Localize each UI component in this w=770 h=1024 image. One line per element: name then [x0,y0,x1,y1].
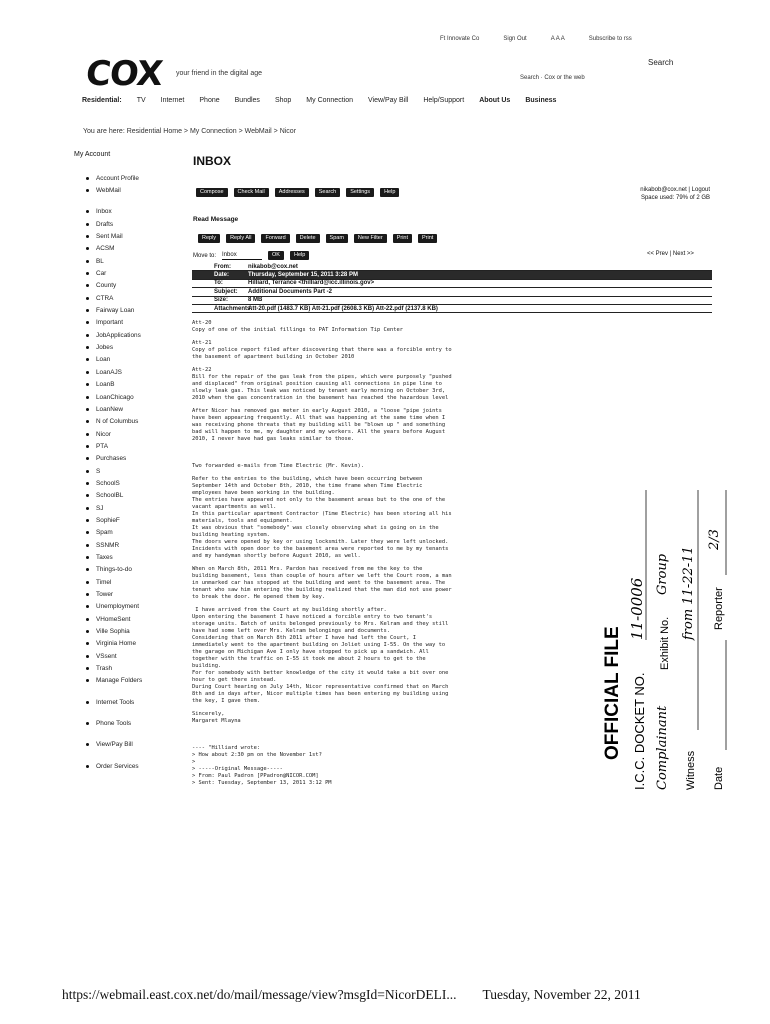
action-button[interactable]: New Filter [354,234,387,243]
sidebar-item-label: SJ [96,504,104,512]
folder-item[interactable] [86,601,186,613]
body-paragraph: Att-20 Copy of one of the initial fillings to PAT Information Tip Center [192,320,403,333]
sidebar-item-label: Unemployment [96,603,139,611]
sidebar-item-label: SophieF [96,516,120,524]
bullet-icon [86,272,89,275]
nav-link[interactable]: Phone [199,97,220,104]
stamp-exhibit: Exhibit No. [659,616,671,670]
sidebar-item-label: Internet Tools [96,698,135,706]
folder-item[interactable] [86,403,186,415]
body-paragraph: When on March 8th, 2011 Mrs. Pardon has received from me the key to the building basement, less than couple of hours after we left the Court room, a man in unmarked car has stopped at the building and went to the basement area. The tenant who saw him entering the building realized that the man did not use power to break the door. He opened them by key. [192,566,452,600]
bullet-icon [86,531,89,534]
folder-item[interactable] [86,440,186,452]
sidebar-item-label: Order Services [96,762,139,770]
nav-link[interactable]: Help/Support [423,97,465,104]
search-label: Search [648,58,674,67]
bullet-icon [86,507,89,510]
bullet-icon [86,408,89,411]
toolbar-button[interactable]: Compose [196,188,228,197]
sidebar-item-label: LoanAJS [96,368,122,376]
header-row [192,288,712,296]
bullet-icon [86,765,89,768]
bullet-icon [86,482,89,485]
move-to-row [193,251,309,260]
sidebar-item-label: Account Profile [96,174,139,182]
bullet-icon [86,383,89,386]
message-headers [192,263,712,313]
header-row [192,271,712,279]
account-info [620,186,710,202]
folder-item[interactable] [86,477,186,489]
space-used: Space used: 79% of 2 GB [640,195,710,201]
sidebar-item-label: Ville Sophia [96,628,130,636]
folder-item[interactable] [86,255,186,267]
folder-item[interactable] [86,354,186,366]
move-to-select[interactable]: Inbox [222,252,262,260]
folder-item[interactable] [86,564,186,576]
bullet-icon [86,247,89,250]
tagline: your friend in the digital age [176,70,262,77]
sidebar-item-label: PTA [96,442,108,450]
sidebar-item-label: Car [96,270,107,278]
main-nav [82,97,556,104]
folder-item[interactable] [86,317,186,329]
bullet-icon [86,722,89,725]
breadcrumb: You are here: Residential Home > My Connection > WebMail > Nicor [83,128,297,135]
body-paragraph: I have arrived from the Court at my building shortly after. Upon entering the basement I have noticed a forcible entry to two tenant's storage units. Batch of units belonged previously to Mrs. Kelram and they still have had some left over Mrs. Kelram belongings and documents. Considering that on March 8th 2011 after I have had left the Court, I immediately went to the apartment building on Joliet using I-55. On the way to the garage on Michigan Ave I only have stopped to pick up a sandwich. All together with the traffic on I-55 it took me about 2 hours to get to the building. For for somebody with better knowledge of the city it would take a bit over one hour to get there instead. During Court hearing on July 14th, Nicor representative confirmed that on March 8th and in days after, Nicor multiple times has been entering my building using the key, I gave them. [192,607,449,704]
bullet-icon [86,630,89,633]
sidebar-item-tools[interactable] [86,739,186,751]
read-message-label: Read Message [193,216,239,223]
sidebar-item-label: JobApplications [96,331,141,339]
message-body [192,320,560,793]
body-paragraph: After Nicor has removed gas meter in early August 2010, a "loose "pipe joints have been appearing frequently. All that was happening at the same time when I was receiving phone threats that my building will be "blown up " and something bad will happen to me, my daughter and my workers. All the years before August 2010, I never have had gas leaks similar to those. [192,408,446,442]
sidebar-item-label: WebMail [96,187,121,195]
header-key: Subject: [214,288,238,295]
bullet-icon [86,494,89,497]
sidebar-item-label: S [96,467,101,475]
sidebar-item-label: Things-to-do [96,566,132,574]
folder-item[interactable] [86,650,186,662]
top-link[interactable]: A A A [550,36,565,42]
stamp-date-hw: from 11-22-11 [681,546,696,640]
sidebar-item-label: VHomeSent [96,615,131,623]
bullet-icon [86,371,89,374]
sidebar-item-label: Phone Tools [96,720,132,728]
stamp-docket: I.C.C. DOCKET NO. [632,672,647,790]
bullet-icon [86,743,89,746]
bullet-icon [86,260,89,263]
header-key: Size: [214,297,229,304]
action-button[interactable]: Reply [198,234,220,243]
sidebar-item-tools[interactable] [86,760,186,772]
bullet-icon [86,297,89,300]
folder-item[interactable] [86,416,186,428]
top-links [440,36,632,42]
bullet-icon [86,321,89,324]
bullet-icon [86,457,89,460]
folder-item[interactable] [86,527,186,539]
stamp-group-hw: Group [655,553,670,595]
stamp-reporter: Reporter [713,587,725,630]
header-key: To: [214,280,223,287]
folder-item[interactable] [86,243,186,255]
sidebar-item-tools[interactable] [86,717,186,729]
bullet-icon [86,568,89,571]
folder-item[interactable] [86,230,186,242]
header-key: Attachments: [214,305,253,312]
folder-item[interactable] [86,638,186,650]
nav-link[interactable]: Business [525,97,557,104]
bullet-icon [86,189,89,192]
toolbar-button[interactable]: Settings [346,188,374,197]
sidebar-item-label: Purchases [96,455,127,463]
action-button[interactable]: Print [393,234,412,243]
move-to-label: Move to: [193,252,217,259]
folder-item[interactable] [86,391,186,403]
top-link[interactable]: Subscribe to rss [588,36,632,42]
sidebar-item-label: SSNMR [96,541,120,549]
folder-item[interactable] [86,366,186,378]
header-row [192,263,712,271]
bullet-icon [86,470,89,473]
header-key: From: [214,263,231,270]
stamp-reporter-hw: 2/3 [707,529,722,550]
bullet-icon [86,346,89,349]
sidebar-item-label: Drafts [96,220,114,228]
bullet-icon [86,544,89,547]
bullet-icon [86,223,89,226]
bullet-icon [86,593,89,596]
header-value: Thursday, September 15, 2011 3:28 PM [248,272,358,279]
folder-item[interactable] [86,490,186,502]
nav-link[interactable]: About Us [479,97,511,104]
bullet-icon [86,605,89,608]
body-paragraph: Sincerely, Margaret Mlayna [192,711,241,724]
sidebar-item-label: VSsent [96,652,117,660]
folder-item[interactable] [86,341,186,353]
message-actions [198,234,437,243]
page-title: INBOX [193,154,232,168]
folder-item[interactable] [86,502,186,514]
nav-link[interactable]: TV [136,97,146,104]
sidebar-item-label: Fairway Loan [96,307,135,315]
folder-item[interactable] [86,280,186,292]
folder-item[interactable] [86,514,186,526]
sidebar-item-label: Timel [96,578,112,586]
sidebar-item-label: Nicor [96,430,111,438]
sidebar-item-label: Sent Mail [96,233,123,241]
folder-item[interactable] [86,551,186,563]
action-button[interactable]: Reply All [226,234,255,243]
folder-item[interactable] [86,379,186,391]
sidebar-item-label: Jobes [96,344,114,352]
sidebar-item-label: ACSM [96,245,115,253]
folder-item[interactable] [86,675,186,687]
print-footer [62,987,641,1003]
action-button[interactable]: Forward [261,234,289,243]
sidebar-item-label: Important [96,319,123,327]
top-link[interactable]: Sign Out [503,36,527,42]
sidebar-item-label: Taxes [96,553,113,561]
sidebar [86,172,186,772]
folder-item[interactable] [86,625,186,637]
header-row [192,305,712,313]
nav-link[interactable]: My Connection [306,97,353,104]
sidebar-item-label: County [96,282,117,290]
sidebar-item-label: CTRA [96,294,114,302]
bullet-icon [86,655,89,658]
sidebar-item-label: View/Pay Bill [96,741,133,749]
bullet-icon [86,667,89,670]
folder-item[interactable] [86,304,186,316]
body-paragraph: ---- "Hilliard wrote: > How about 2:30 pm on the November 1st? > > -----Original Message----- > From: Paul Padron [PPadron@NICOR.COM] > Sent: Tuesday, September 13, 2011 3:12 PM [192,745,332,786]
bullet-icon [86,445,89,448]
sidebar-item-label: LoanB [96,381,115,389]
sidebar-item-label: Loan [96,356,111,364]
sidebar-item-label: Inbox [96,208,112,216]
cox-logo[interactable]: COX [83,54,164,94]
nav-link[interactable]: View/Pay Bill [368,97,409,104]
folder-item[interactable] [86,613,186,625]
folder-item[interactable] [86,588,186,600]
sidebar-item-tools[interactable] [86,696,186,708]
action-button[interactable]: Delete [296,234,320,243]
folder-item[interactable] [86,576,186,588]
folder-item[interactable] [86,329,186,341]
folder-item[interactable] [86,662,186,674]
mail-toolbar [196,188,399,197]
sidebar-item-label: BL [96,257,104,265]
nav-link[interactable]: Bundles [234,97,260,104]
stamp-date: Date [713,766,725,790]
header-value[interactable]: Hilliard, Terrance <thilliard@icc.illinois.gov> [248,280,375,287]
header-row [192,280,712,288]
action-button[interactable]: Spam [326,234,348,243]
sidebar-item-label: N of Columbus [96,418,139,426]
bullet-icon [86,701,89,704]
sidebar-item-label: SchoolBL [96,492,124,500]
header-value: 8 MB [248,297,263,304]
bullet-icon [86,396,89,399]
body-paragraph: Att-22 Bill for the repair of the gas leak from the pipes, which were purposely "pushed and displaced" from original position causing all connections in pipe line to slowly leak gas. This leak was noticed by tenant early morning on October 3rd, 2010 when the gas concentration in the basement has reached the hazardous level [192,367,452,401]
bullet-icon [86,210,89,213]
sidebar-item-label: Spam [96,529,113,537]
bullet-icon [86,358,89,361]
toolbar-button[interactable]: Search [315,188,340,197]
header-value[interactable]: nikabob@cox.net [248,263,298,270]
body-paragraph: Att-21 Copy of police report filed after discovering that there was a forcible entry to the basement of apartment building in October 2010 [192,340,452,360]
bullet-icon [86,519,89,522]
header-key: Date: [214,272,230,279]
nav-link[interactable]: Internet [160,97,185,104]
bullet-icon [86,420,89,423]
footer-url: https://webmail.east.cox.net/do/mail/message/view?msgId=NicorDELI... [62,987,457,1002]
sidebar-item-label: Tower [96,591,114,599]
sidebar-item-label: LoanNew [96,405,124,413]
body-paragraph: Two forwarded e-mails from Time Electric (Mr. Kevin). [192,463,365,469]
nav-label: Residential: [82,97,122,104]
body-paragraph: Refer to the entries to the building, which have been occurring between September 14th and October 8th, 2010, the time frame when Time Electric employees have been working in the building. The entries have appeared not only to the basement areas but to the one of the vacant apartments as well. In this particular apartment Contractor (Time Electric) has been storing all his materials, tools and equipment. It was obvious that "somebody" was closely observing what is going on in the building heating system. The doors were opened by key or using locksmith. Later they were left unlocked. Incidents with open door to the basement area were reported to me by my tenants and my handyman shortly before August 2010, as well. [192,476,452,559]
bullet-icon [86,618,89,621]
sidebar-item-label: SchoolS [96,479,120,487]
bullet-icon [86,235,89,238]
bullet-icon [86,334,89,337]
folder-item[interactable] [86,218,186,230]
move-ok-button[interactable]: OK [268,251,284,260]
folder-item[interactable] [86,206,186,218]
header-value: Additional Documents Part -2 [248,288,333,295]
folder-item[interactable] [86,428,186,440]
sidebar-title: My Account [74,151,111,158]
sidebar-item-label: Manage Folders [96,677,143,685]
top-link[interactable]: Ft Innovate Co [440,36,480,42]
prev-next-links[interactable]: << Prev | Next >> [647,251,694,257]
bullet-icon [86,284,89,287]
bullet-icon [86,581,89,584]
toolbar-button[interactable]: Help [380,188,399,197]
bullet-icon [86,642,89,645]
footer-date: Tuesday, November 22, 2011 [482,987,641,1002]
bullet-icon [86,679,89,682]
folder-item[interactable] [86,539,186,551]
header-value[interactable]: Att-20.pdf (1483.7 KB) Att-21.pdf (2608.3 KB) Att-22.pdf (2137.8 KB) [248,305,438,312]
bullet-icon [86,177,89,180]
account-email[interactable]: nikabob@cox.net | Logout [640,187,710,193]
bullet-icon [86,309,89,312]
stamp-witness: Witness [685,750,697,790]
bullet-icon [86,556,89,559]
sidebar-item-account[interactable] [86,184,186,196]
folder-item[interactable] [86,292,186,304]
folder-item[interactable] [86,267,186,279]
nav-link[interactable]: Shop [274,97,292,104]
search-scope[interactable]: Search · Cox or the web [520,75,585,81]
folder-item[interactable] [86,465,186,477]
toolbar-button[interactable]: Check Mail [234,188,269,197]
sidebar-item-label: Trash [96,665,113,673]
official-file-stamp [594,470,754,800]
sidebar-item-account[interactable] [86,172,186,184]
stamp-complainant-hw: Complainant [655,705,670,790]
sidebar-item-label: LoanChicago [96,393,134,401]
action-button[interactable]: Print [418,234,437,243]
toolbar-button[interactable]: Addresses [275,188,309,197]
sidebar-item-label: Virginia Home [96,640,137,648]
stamp-title: OFFICIAL FILE [602,626,623,760]
bullet-icon [86,433,89,436]
folder-item[interactable] [86,453,186,465]
header-row [192,297,712,305]
move-help-button[interactable]: Help [290,251,309,260]
stamp-docket-hw: 11-0006 [628,577,646,640]
